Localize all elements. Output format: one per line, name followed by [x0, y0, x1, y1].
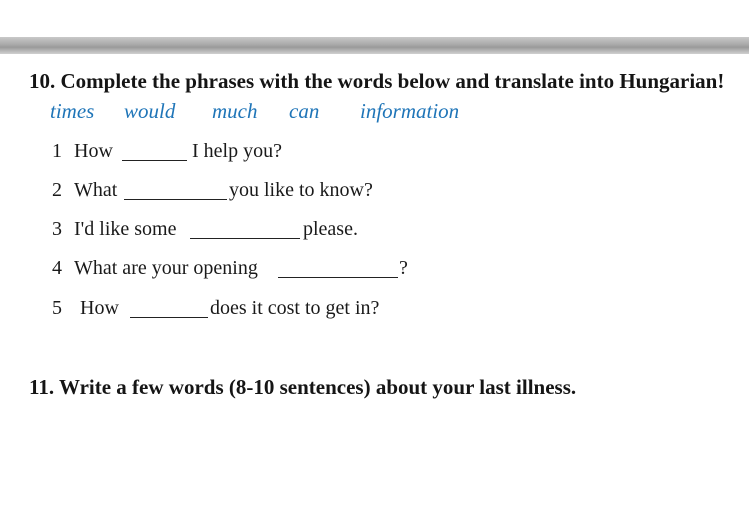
- word-bank-item: information: [360, 99, 460, 123]
- phrase-item-5: [0, 297, 749, 325]
- phrase-text-before: What are your opening: [74, 257, 258, 279]
- phrase-text-before: How: [80, 297, 119, 319]
- word-bank-item: times: [50, 99, 95, 123]
- word-bank-item: would: [124, 99, 176, 123]
- phrase-item-4: [0, 257, 749, 285]
- answer-blank[interactable]: [130, 297, 208, 318]
- answer-blank[interactable]: [124, 179, 227, 200]
- phrase-item-3: [0, 218, 749, 246]
- phrase-item-2: [0, 179, 749, 207]
- phrase-text-before: What: [74, 179, 118, 201]
- phrase-number: 3: [52, 218, 62, 240]
- word-bank-item: can: [289, 99, 320, 123]
- phrase-text-after: does it cost to get in?: [210, 297, 380, 319]
- phrase-item-1: [0, 140, 749, 168]
- phrase-number: 2: [52, 179, 62, 201]
- answer-blank[interactable]: [122, 140, 187, 161]
- answer-blank[interactable]: [190, 218, 300, 239]
- top-divider-bar: [0, 37, 749, 54]
- phrase-number: 4: [52, 257, 62, 279]
- word-bank-item: much: [212, 99, 258, 123]
- exercise-10-heading: 10. Complete the phrases with the words below and translate into Hungarian!: [29, 69, 725, 93]
- answer-blank[interactable]: [278, 257, 398, 278]
- phrase-text-after: please.: [303, 218, 358, 240]
- word-bank: [0, 99, 749, 125]
- phrase-text-after: you like to know?: [229, 179, 373, 201]
- phrase-text-before: I'd like some: [74, 218, 177, 240]
- exercise-11-heading: 11. Write a few words (8-10 sentences) about your last illness.: [29, 375, 577, 399]
- phrase-text-after: I help you?: [192, 140, 282, 162]
- phrase-text-before: How: [74, 140, 113, 162]
- phrase-number: 5: [52, 297, 62, 319]
- phrase-text-after: ?: [399, 257, 408, 279]
- phrase-number: 1: [52, 140, 62, 162]
